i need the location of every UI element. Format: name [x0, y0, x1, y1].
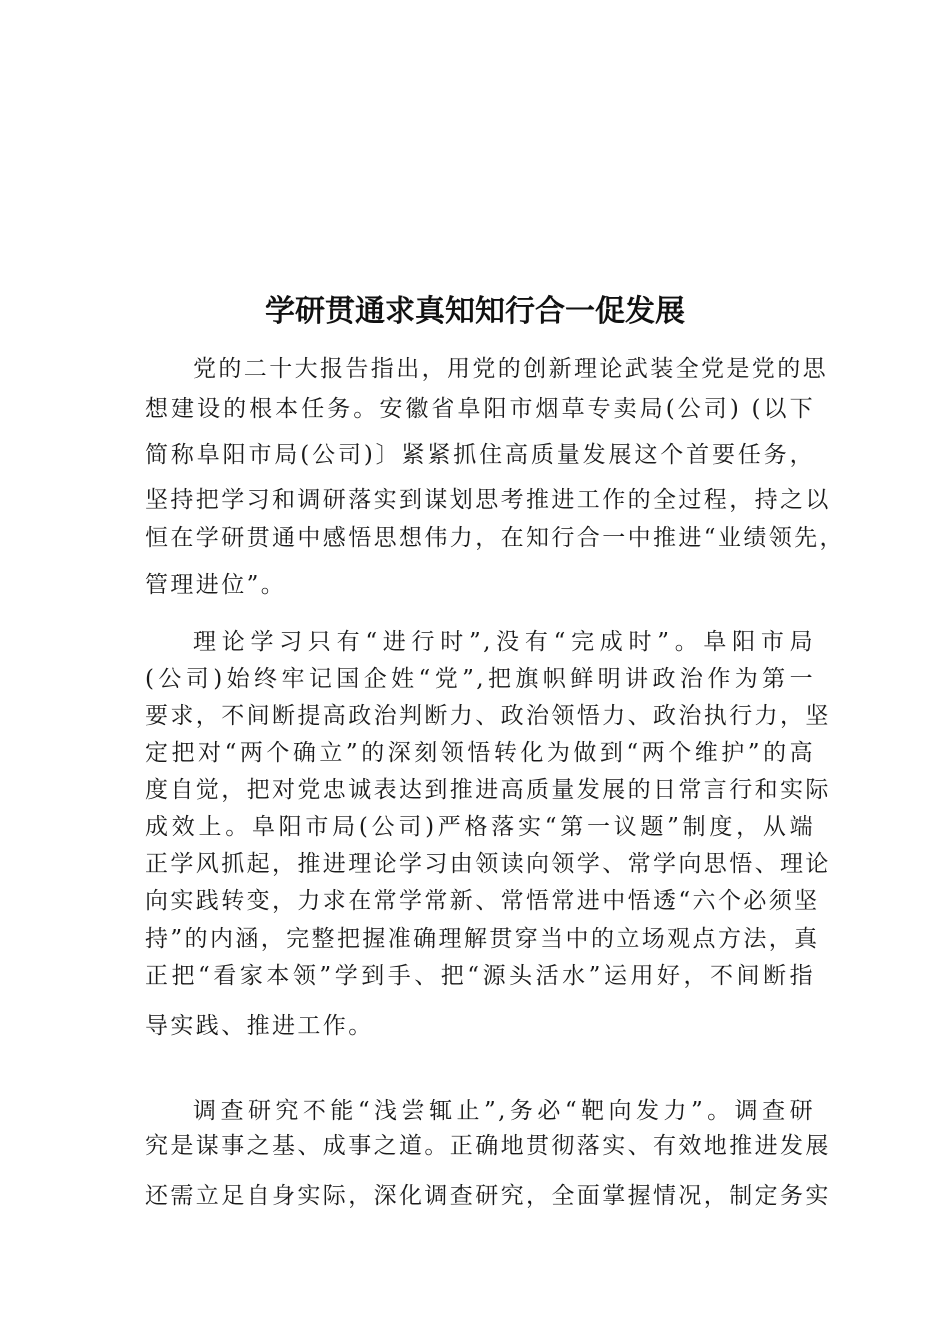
paragraph-1-line-6: 管理进位”。 — [145, 572, 287, 598]
paragraph-2-line-8: 向实践转变，力求在常学常新、常悟常进中悟透“六个必须坚 — [145, 888, 820, 914]
paragraph-2-line-6: 成效上。阜阳市局(公司)严格落实“第一议题”制度，从端 — [145, 814, 815, 840]
paragraph-1-line-4: 坚持把学习和调研落实到谋划思考推进工作的全过程，持之以 — [145, 487, 831, 513]
paragraph-2-line-11: 导实践、推进工作。 — [145, 1013, 374, 1039]
paragraph-2-line-9: 持”的内涵，完整把握准确理解贯穿当中的立场观点方法，真 — [145, 926, 820, 952]
paragraph-1-line-5: 恒在学研贯通中感悟思想伟力，在知行合一中推进“业绩领先， — [145, 525, 845, 551]
paragraph-2-line-2: (公司)始终牢记国企姓“党”,把旗帜鲜明讲政治作为第一 — [145, 666, 815, 692]
paragraph-3-line-1: 调查研究不能“浅尝辄止”,务必“靶向发力”。调查研 — [193, 1098, 815, 1124]
paragraph-2-line-4: 定把对“两个确立”的深刻领悟转化为做到“两个维护”的高 — [145, 740, 815, 766]
paragraph-2-line-10: 正把“看家本领”学到手、把“源头活水”运用好，不间断指 — [145, 963, 815, 989]
paragraph-2-line-1: 理论学习只有“进行时”,没有“完成时”。阜阳市局 — [193, 629, 815, 655]
paragraph-3-line-3: 还需立足自身实际，深化调查研究，全面掌握情况，制定务实 — [145, 1183, 831, 1209]
document-title: 学研贯通求真知知行合一促发展 — [265, 294, 685, 329]
paragraph-1-line-3: 简称阜阳市局(公司)〕紧紧抓住高质量发展这个首要任务， — [145, 442, 815, 468]
paragraph-2-line-5: 度自觉，把对党忠诚表达到推进高质量发展的日常言行和实际 — [145, 777, 831, 803]
paragraph-1-line-1: 党的二十大报告指出，用党的创新理论武装全党是党的思 — [193, 356, 828, 382]
paragraph-2-line-7: 正学风抓起，推进理论学习由领读向领学、常学向思悟、理论 — [145, 851, 831, 877]
paragraph-2-line-3: 要求，不间断提高政治判断力、政治领悟力、政治执行力，坚 — [145, 703, 831, 729]
paragraph-1-line-2: 想建设的根本任务。安徽省阜阳市烟草专卖局(公司) (以下 — [145, 396, 815, 422]
paragraph-3-line-2: 究是谋事之基、成事之道。正确地贯彻落实、有效地推进发展 — [145, 1133, 831, 1159]
